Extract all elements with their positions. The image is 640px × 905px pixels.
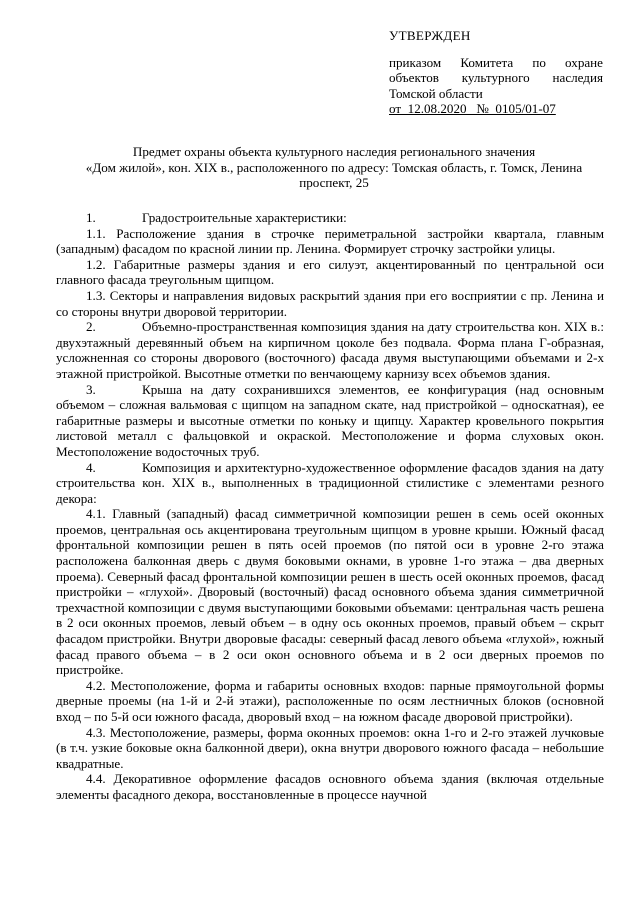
- section-4-text: Композиция и архитектурно-художественное оформление фасадов здания на дату строительства кон. XIX в., выполненных в традиционной стилистике с элементами резного декора:: [56, 459, 604, 506]
- section-1-3: 1.3. Секторы и направления видовых раскрытий здания при его восприятии с пр. Ленина и со стороны внутри дворовой территории.: [56, 287, 604, 319]
- document-title: [60, 144, 608, 191]
- approval-heading: УТВЕРЖДЕН: [389, 28, 471, 43]
- title-line-3: проспект, 25: [299, 175, 369, 191]
- section-2-text: Объемно-пространственная композиция здания на дату строительства кон. XIX в.: двухэтажный деревянный объем на кирпичном цоколе без подвала. Форма плана Г-образная, усложненная со стороны дворового (восточного) фасада двумя выступающими объемами и 2-х этажной пристройкой. Высотные отметки по венчающему карнизу всех объемов здания.: [56, 319, 604, 381]
- section-1-text: Градостроительные характеристики:: [142, 210, 347, 225]
- approval-date-number: от 12.08.2020 № 0105/01-07: [389, 101, 556, 117]
- section-1-2: 1.2. Габаритные размеры здания и его силуэт, акцентированный по центральной оси главного фасада треугольным щипцом.: [56, 256, 604, 288]
- approval-line-2: объектов культурного наследия: [389, 70, 603, 86]
- section-3: [56, 382, 604, 460]
- section-4-1: 4.1. Главный (западный) фасад симметричной композиции решен в семь осей оконных проемов, центральная ось акцентирована треугольным щипцом в уровне крыши. Южный фасад фронтальной композиции решен в пять осей проемов (по пятой оси в уровне 2-го этажа расположена балконная дверь с двумя боковыми окнами, в уровне 1-го этажа – два дверных проема). Северный фасад фронтальной композиции решен в шесть осей оконных проемов, фасад пристройки – «глухой». Дворовый (восточный) фасад основного объема здания симметричной трехчастной композиции с двумя выступающими боковыми объемами: центральная часть решена в 2 оси оконных проемов, левый объем – в одну ось оконных проемов, правый объем – скрыт фасадом пристройки. Внутри дворовые фасады: северный фасад левого объема «глухой», южный фасад правого объема – в 2 оси окон основного объема и в 2 оси дверных проемов по пристройке.: [56, 506, 604, 678]
- section-1: [56, 210, 604, 226]
- section-4: [56, 460, 604, 507]
- document-body: [56, 210, 604, 803]
- approval-line-3: Томской области: [389, 85, 483, 101]
- section-4-2: 4.2. Местоположение, форма и габариты основных входов: парные прямоугольной формы дверные проемы (на 1-й и 2-й этажи), расположенные по осям лестничных блоков (основной вход – по 5-й оси южного фасада, дворовый вход – на южном фасаде дворовой пристройки).: [56, 677, 604, 724]
- title-line-1: Предмет охраны объекта культурного наследия регионального значения: [132, 144, 536, 159]
- section-3-number: 3.: [86, 381, 96, 397]
- approval-line-1: приказом Комитета по охране: [389, 54, 603, 70]
- approval-block: [389, 28, 603, 117]
- section-3-text: Крыша на дату сохранившихся элементов, ее конфигурация (над основным объемом – сложная вальмовая с щипцом на западном скате, над пристройкой – односкатная), ее габаритные размеры и высотные отметки по коньку и щипцу. Характер кровельного покрытия листовой металл с фальцовкой и окраской. Местоположение и форма слуховых окон. Местоположение водосточных труб.: [56, 381, 604, 459]
- section-1-number: 1.: [86, 210, 96, 225]
- title-line-2: «Дом жилой», кон. XIX в., расположенного по адресу: Томская область, г. Томск, Ленина: [85, 159, 583, 175]
- section-2: [56, 319, 604, 381]
- section-4-4: 4.4. Декоративное оформление фасадов основного объема здания (включая отдельные элементы фасадного декора, восстановленные в процессе научной: [56, 771, 604, 802]
- section-4-number: 4.: [86, 459, 96, 475]
- section-1-1: 1.1. Расположение здания в строчке периметральной застройки квартала, главным (западным) фасадом по красной линии пр. Ленина. Формирует строчку застройки улицы.: [56, 225, 604, 257]
- section-2-number: 2.: [86, 319, 96, 335]
- section-4-3: 4.3. Местоположение, размеры, форма оконных проемов: окна 1-го и 2-го этажей лучковые (в т.ч. узкие боковые окна балконной двери), окна внутри дворового южного фасада – небольшие квадратные.: [56, 724, 604, 771]
